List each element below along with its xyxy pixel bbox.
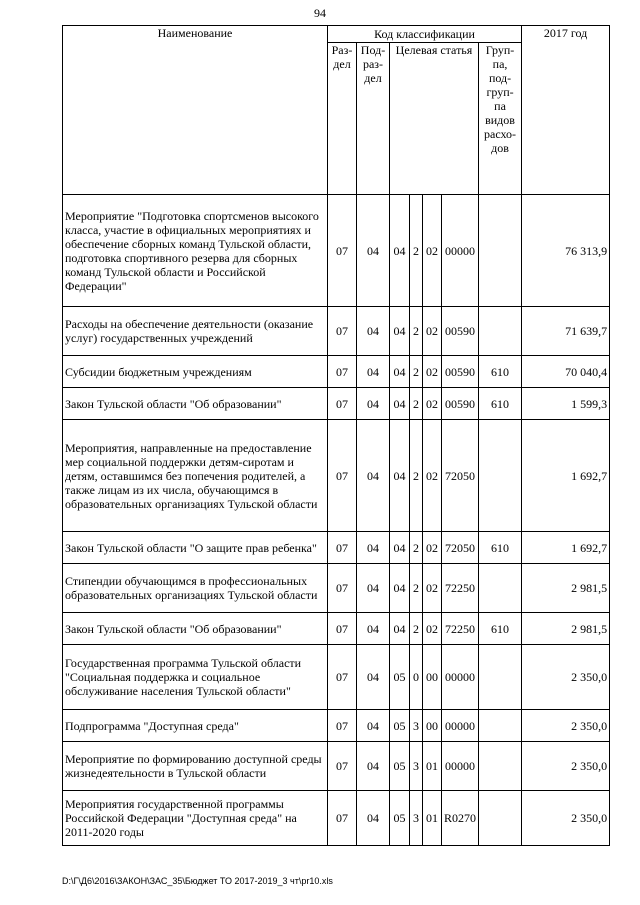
- row-target-subprogram: 2: [410, 532, 423, 564]
- row-group: [479, 742, 522, 791]
- row-target-event: 01: [423, 791, 442, 846]
- row-group: 610: [479, 356, 522, 388]
- row-razdel: 07: [328, 645, 357, 710]
- budget-table: [62, 25, 610, 846]
- row-razdel: 07: [328, 742, 357, 791]
- table-row: [63, 195, 610, 307]
- table-row: [63, 532, 610, 564]
- row-target-event: 02: [423, 356, 442, 388]
- row-name: Мероприятие "Подготовка спортсменов высокого класса, участие в официальных мероприятиях и обеспечение сборных команд Тульской области, подготовка спортивного резерва для сборных команд Тульской области и Российской Федерации": [63, 195, 328, 307]
- row-target-event: 02: [423, 388, 442, 420]
- row-podrazdel: 04: [357, 307, 390, 356]
- row-name: Мероприятие по формированию доступной среды жизнедеятельности в Тульской области: [63, 742, 328, 791]
- row-target-program: 05: [390, 742, 410, 791]
- column-header-group: [479, 43, 522, 195]
- table-row: [63, 564, 610, 613]
- row-target-program: 05: [390, 791, 410, 846]
- table-row: [63, 791, 610, 846]
- row-target-subprogram: 2: [410, 420, 423, 532]
- row-target-subprogram: 2: [410, 307, 423, 356]
- row-target-program: 04: [390, 388, 410, 420]
- row-podrazdel: 04: [357, 356, 390, 388]
- row-target-direction: R0270: [442, 791, 479, 846]
- row-target-event: 01: [423, 742, 442, 791]
- table-row: [63, 613, 610, 645]
- row-podrazdel: 04: [357, 195, 390, 307]
- table-body: [63, 195, 610, 846]
- row-razdel: 07: [328, 613, 357, 645]
- row-target-program: 04: [390, 356, 410, 388]
- row-target-direction: 00000: [442, 645, 479, 710]
- table-row: [63, 645, 610, 710]
- row-target-subprogram: 0: [410, 645, 423, 710]
- row-razdel: 07: [328, 307, 357, 356]
- row-group: 610: [479, 532, 522, 564]
- file-path-footer: D:\Г\Д6\2016\ЗАКОН\ЗАС_35\Бюджет ТО 2017-2019_3 чт\pr10.xls: [62, 876, 333, 886]
- row-target-direction: 00000: [442, 195, 479, 307]
- row-target-direction: 00000: [442, 742, 479, 791]
- row-name: Подпрограмма "Доступная среда": [63, 710, 328, 742]
- table-row: [63, 388, 610, 420]
- row-target-event: 02: [423, 564, 442, 613]
- row-razdel: 07: [328, 564, 357, 613]
- row-name: Расходы на обеспечение деятельности (оказание услуг) государственных учреждений: [63, 307, 328, 356]
- row-target-program: 05: [390, 645, 410, 710]
- row-amount: 70 040,4: [522, 356, 610, 388]
- row-target-event: 02: [423, 613, 442, 645]
- row-razdel: 07: [328, 388, 357, 420]
- row-target-direction: 00590: [442, 388, 479, 420]
- row-target-subprogram: 3: [410, 710, 423, 742]
- row-group: [479, 420, 522, 532]
- table-row: [63, 420, 610, 532]
- row-target-event: 00: [423, 710, 442, 742]
- row-target-direction: 00590: [442, 356, 479, 388]
- row-group: [479, 645, 522, 710]
- row-target-program: 04: [390, 564, 410, 613]
- row-target-program: 04: [390, 532, 410, 564]
- column-header-name: Наименование: [63, 26, 328, 195]
- row-target-event: 02: [423, 195, 442, 307]
- row-name: Субсидии бюджетным учреждениям: [63, 356, 328, 388]
- row-podrazdel: 04: [357, 613, 390, 645]
- row-amount: 1 599,3: [522, 388, 610, 420]
- row-target-subprogram: 2: [410, 564, 423, 613]
- row-amount: 2 350,0: [522, 645, 610, 710]
- row-podrazdel: 04: [357, 532, 390, 564]
- table-row: [63, 356, 610, 388]
- table-row: [63, 710, 610, 742]
- row-podrazdel: 04: [357, 710, 390, 742]
- razdel-header-text: Раз- дел: [331, 43, 353, 71]
- row-razdel: 07: [328, 791, 357, 846]
- table-row: [63, 307, 610, 356]
- row-razdel: 07: [328, 356, 357, 388]
- row-target-program: 05: [390, 710, 410, 742]
- column-header-code: Код классификации: [328, 26, 522, 43]
- row-amount: 2 350,0: [522, 710, 610, 742]
- row-razdel: 07: [328, 532, 357, 564]
- row-razdel: 07: [328, 710, 357, 742]
- row-target-program: 04: [390, 195, 410, 307]
- row-group: [479, 791, 522, 846]
- row-target-subprogram: 2: [410, 388, 423, 420]
- row-target-direction: 72050: [442, 420, 479, 532]
- row-name: Мероприятия, направленные на предоставление мер социальной поддержки детям-сиротам и детям, оставшимся без попечения родителей, а также лицам из их числа, обучающимся в образовательных организациях Тульской области: [63, 420, 328, 532]
- row-amount: 2 350,0: [522, 791, 610, 846]
- row-target-subprogram: 2: [410, 195, 423, 307]
- row-name: Закон Тульской области "Об образовании": [63, 388, 328, 420]
- row-amount: 76 313,9: [522, 195, 610, 307]
- row-target-event: 00: [423, 645, 442, 710]
- row-name: Мероприятия государственной программы Российской Федерации "Доступная среда" на 2011-2020 годы: [63, 791, 328, 846]
- row-name: Государственная программа Тульской области "Социальная поддержка и социальное обслуживание населения Тульской области": [63, 645, 328, 710]
- row-podrazdel: 04: [357, 420, 390, 532]
- row-name: Закон Тульской области "Об образовании": [63, 613, 328, 645]
- row-name: Закон Тульской области "О защите прав ребенка": [63, 532, 328, 564]
- row-target-program: 04: [390, 420, 410, 532]
- row-target-subprogram: 2: [410, 356, 423, 388]
- column-header-podrazdel: [357, 43, 390, 195]
- group-header-text: Груп- па, под- груп- па видов расхо- дов: [484, 43, 517, 155]
- row-target-event: 02: [423, 307, 442, 356]
- row-target-event: 02: [423, 532, 442, 564]
- row-target-event: 02: [423, 420, 442, 532]
- row-amount: 2 981,5: [522, 564, 610, 613]
- row-group: [479, 195, 522, 307]
- row-amount: 2 981,5: [522, 613, 610, 645]
- row-amount: 71 639,7: [522, 307, 610, 356]
- row-target-direction: 00000: [442, 710, 479, 742]
- row-amount: 2 350,0: [522, 742, 610, 791]
- row-target-subprogram: 3: [410, 791, 423, 846]
- column-header-razdel: [328, 43, 357, 195]
- row-target-direction: 72250: [442, 613, 479, 645]
- column-header-year: 2017 год: [522, 26, 610, 195]
- row-target-subprogram: 2: [410, 613, 423, 645]
- row-group: [479, 564, 522, 613]
- row-razdel: 07: [328, 195, 357, 307]
- column-header-target: Целевая статья: [390, 43, 479, 195]
- podrazdel-header-text: Под- раз- дел: [360, 43, 386, 85]
- row-razdel: 07: [328, 420, 357, 532]
- row-group: [479, 710, 522, 742]
- row-target-direction: 00590: [442, 307, 479, 356]
- row-target-direction: 72050: [442, 532, 479, 564]
- row-podrazdel: 04: [357, 645, 390, 710]
- row-podrazdel: 04: [357, 564, 390, 613]
- row-group: 610: [479, 388, 522, 420]
- row-target-subprogram: 3: [410, 742, 423, 791]
- row-target-program: 04: [390, 613, 410, 645]
- table-row: [63, 742, 610, 791]
- row-podrazdel: 04: [357, 388, 390, 420]
- row-amount: 1 692,7: [522, 420, 610, 532]
- row-group: [479, 307, 522, 356]
- row-name: Стипендии обучающимся в профессиональных образовательных организациях Тульской области: [63, 564, 328, 613]
- row-podrazdel: 04: [357, 742, 390, 791]
- page-number: 94: [314, 6, 326, 20]
- row-podrazdel: 04: [357, 791, 390, 846]
- row-group: 610: [479, 613, 522, 645]
- row-amount: 1 692,7: [522, 532, 610, 564]
- row-target-program: 04: [390, 307, 410, 356]
- row-target-direction: 72250: [442, 564, 479, 613]
